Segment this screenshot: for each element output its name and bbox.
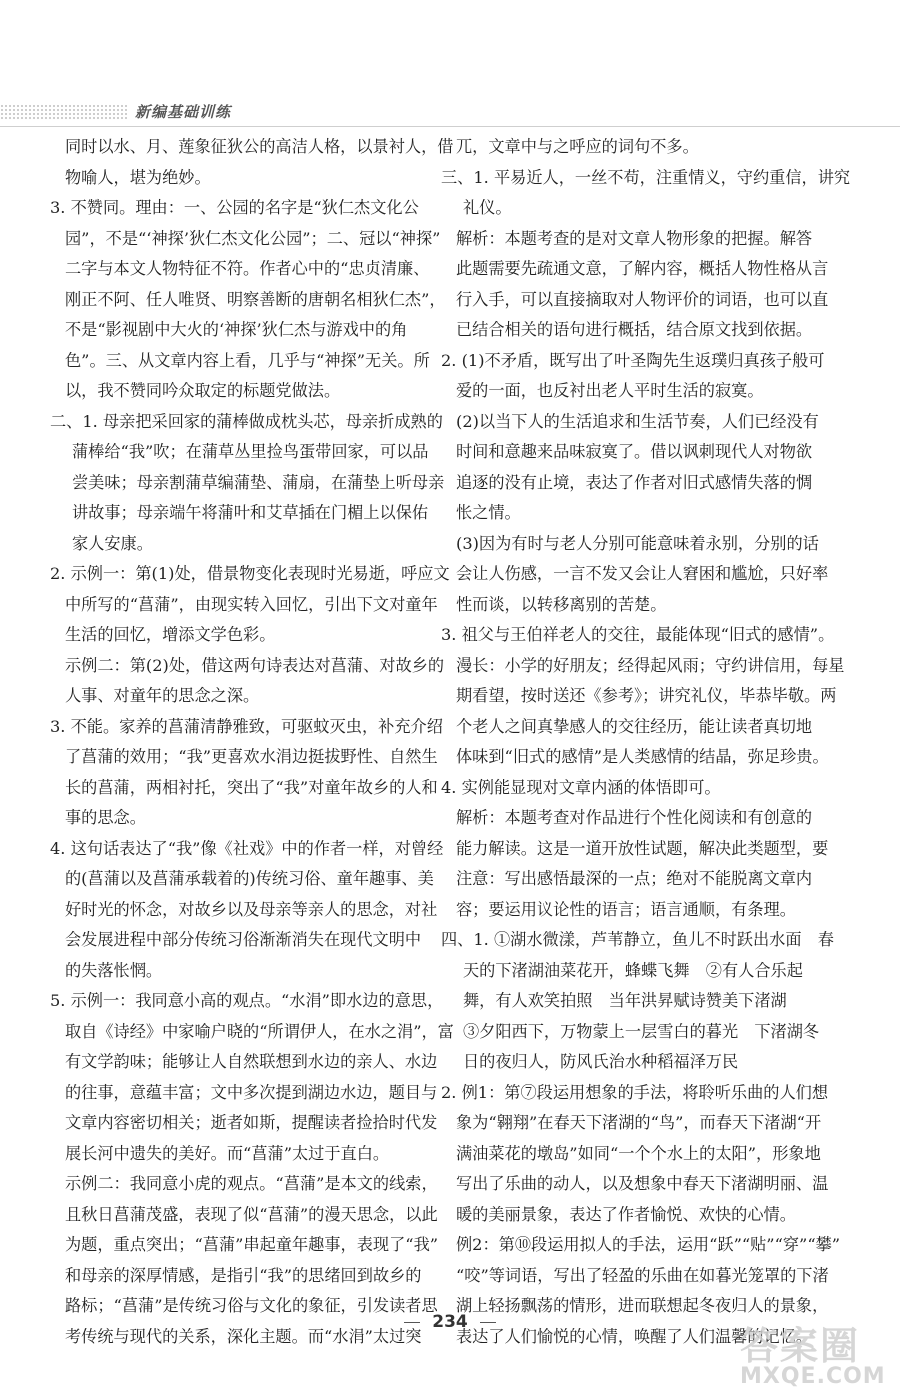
text-line: 个老人之间真挚感人的交往经历，能让读者真切地	[456, 716, 813, 736]
text-line: 文章内容密切相关；逝者如斯，提醒读者捡拾时代发	[65, 1113, 438, 1132]
text-line: 展长河中遗失的美好。而“菖蒲”太过于直白。	[65, 1143, 390, 1163]
text-line: 注意：写出感悟最深的一点；绝对不能脱离文章内	[456, 869, 813, 888]
text-line: 会发展进程中部分传统习俗渐渐消失在现代文明中	[65, 930, 422, 949]
text-line: 有文学韵味；能够让人自然联想到水边的亲人、水边	[65, 1052, 438, 1071]
text-line: 能力解读。这是一道开放性试题，解决此类题型，要	[456, 838, 829, 858]
text-line: 4. 这句话表达了“我”像《社戏》中的作者一样，对曾经	[50, 838, 444, 858]
text-line: 蒲棒给“我”吹；在蒲草丛里捡鸟蛋带回家，可以品	[72, 442, 429, 461]
text-line: 2. 示例一：第(1)处，借景物变化表现时光易逝，呼应文	[50, 564, 450, 583]
text-line: 和母亲的深厚情感，是指引“我”的思绪回到故乡的	[65, 1265, 422, 1285]
text-line: 容；要运用议论性的语言；语言通顺，有条理。	[456, 899, 796, 919]
text-line: 会让人伤感，一言不发又会让人窘困和尴尬，只好率	[456, 564, 829, 583]
text-line: 取自《诗经》中家喻户晓的“所谓伊人，在水之涓”，富	[65, 1021, 454, 1041]
text-line: 4. 实例能显现对文章内涵的体悟即可。	[441, 777, 721, 797]
text-line: 讲故事；母亲端午将蒲叶和艾草插在门楣上以保佑	[72, 503, 429, 522]
text-line: 象为“翱翔”在春天下渚湖的“鸟”，而春天下渚湖“开	[456, 1113, 822, 1132]
text-line: 已结合相关的语句进行概括，结合原文找到依据。	[456, 320, 813, 339]
text-line: 满油菜花的墩岛”如同“一个个水上的太阳”，形象地	[456, 1143, 821, 1163]
text-line: 生活的回忆，增添文学色彩。	[65, 625, 276, 644]
text-line: 示例二：我同意小虎的观点。“菖蒲”是本文的线索，	[65, 1174, 438, 1193]
text-line: 事的思念。	[65, 808, 146, 827]
page-number: 234	[432, 1312, 468, 1332]
text-line: 中所写的“菖蒲”，由现实转入回忆，引出下文对童年	[65, 594, 438, 614]
text-line: 长的菖蒲，两相衬托，突出了“我”对童年故乡的人和	[65, 777, 438, 797]
text-line: 四、1. ①湖水微漾，芦苇静立，鱼儿不时跃出水面 春	[441, 930, 834, 949]
text-line: 兀，文章中与之呼应的词句不多。	[456, 137, 699, 156]
text-line: 此题需要先疏通文意，了解内容，概括人物性格从言	[456, 259, 829, 278]
text-line: 3. 不能。家养的菖蒲清静雅致，可驱蚊灭虫，补充介绍	[50, 716, 443, 736]
header-dot-pattern	[0, 104, 128, 120]
text-line: 为题，重点突出；“菖蒲”串起童年趣事，表现了“我”	[65, 1235, 439, 1254]
text-line: 行入手，可以直接摘取对人物评价的词语，也可以直	[456, 289, 829, 309]
text-line: 且秋日菖蒲茂盛，表现了似“菖蒲”的漫天思念，以此	[65, 1204, 438, 1224]
text-line: 爱的一面，也反衬出老人平时生活的寂寞。	[456, 381, 764, 400]
text-line: ③夕阳西下，万物蒙上一层雪白的暮光 下渚湖冬	[463, 1021, 820, 1041]
text-line: 刚正不阿、任人唯贤、明察善断的唐朝名相狄仁杰”，	[65, 289, 446, 309]
text-line: 解析：本题考查的是对文章人物形象的把握。解答	[456, 228, 813, 248]
text-line: 2. 例1：第⑦段运用想象的手法，将聆听乐曲的人们想	[441, 1082, 829, 1102]
text-line: 湖上轻扬飘荡的情形，进而联想起冬夜归人的景象，	[456, 1296, 829, 1315]
text-line: 的往事，意蕴丰富；文中多次提到湖边水边，题目与	[65, 1082, 438, 1102]
footer-dash-left	[404, 1322, 420, 1323]
text-line: 写出了乐曲的动人，以及想象中春天下渚湖明丽、温	[456, 1174, 829, 1193]
text-line: 3. 祖父与王伯祥老人的交往，最能体现“旧式的感情”。	[441, 625, 835, 644]
text-line: 表达了人们愉悦的心情，唤醒了人们温馨的记忆。	[456, 1326, 813, 1346]
text-line: 3. 不赞同。理由：一、公园的名字是“狄仁杰文化公	[50, 198, 419, 217]
text-line: 路标；“菖蒲”是传统习俗与文化的象征，引发读者思	[65, 1296, 438, 1315]
text-line: 色”。三、从文章内容上看，几乎与“神探”无关。所	[65, 350, 430, 370]
footer-dash-right	[480, 1322, 496, 1323]
text-line: 追逐的没有止境，表达了作者对旧式感情失落的惆	[456, 472, 813, 492]
text-line: (3)因为有时与老人分别可能意味着永别，分别的话	[456, 533, 819, 553]
text-line: 礼仪。	[463, 198, 512, 217]
text-line: 好时光的怀念，对故乡以及母亲等亲人的思念，对社	[65, 899, 438, 919]
text-line: 尝美味；母亲割蒲草编蒲垫、蒲扇，在蒲垫上听母亲	[72, 472, 445, 492]
text-line: 舞，有人欢笑拍照 当年洪昇赋诗赞美下渚湖	[463, 991, 787, 1010]
text-line: 期看望，按时送还《参考》；讲究礼仪，毕恭毕敬。两	[456, 686, 837, 705]
text-line: 人事、对童年的思念之深。	[65, 686, 260, 705]
text-line: 性而谈，以转移离别的苦楚。	[456, 594, 667, 614]
text-line: 了菖蒲的效用；“我”更喜欢水涓边挺拔野性、自然生	[65, 747, 438, 766]
text-line: 例2：第⑩段运用拟人的手法，运用“跃”“贴”“穿”“攀”	[456, 1235, 841, 1254]
text-line: 三、1. 平易近人，一丝不苟，注重情义，守约重信，讲究	[441, 167, 851, 187]
watermark-url: MXQE.COM	[740, 1364, 886, 1389]
text-line: 暖的美丽景象，表达了作者愉悦、欢快的心情。	[456, 1204, 796, 1224]
text-line: 5. 示例一：我同意小高的观点。“水涓”即水边的意思，	[50, 991, 444, 1010]
text-line: 体味到“旧式的感情”是人类感情的结晶，弥足珍贵。	[456, 747, 829, 766]
text-line: 的失落怅惘。	[65, 960, 163, 980]
book-title: 新编基础训练	[135, 103, 232, 121]
text-line: 的(菖蒲以及菖蒲承载着的)传统习俗、童年趣事、美	[65, 869, 434, 888]
text-line: 天的下渚湖油菜花开，蜂蝶飞舞 ②有人合乐起	[463, 960, 803, 980]
text-line: “咬”等词语，写出了轻盈的乐曲在如暮光笼罩的下渚	[456, 1265, 829, 1285]
text-line: 同时以水、月、莲象征狄公的高洁人格，以景衬人，借	[65, 137, 454, 156]
text-line: 二、1. 母亲把采回家的蒲棒做成枕头芯，母亲折成熟的	[50, 411, 443, 431]
text-line: 二字与本文人物特征不符。作者心中的“忠贞清廉、	[65, 259, 430, 278]
text-line: 物喻人，堪为绝妙。	[65, 167, 211, 187]
text-line: 以，我不赞同吟众取定的标题党做法。	[65, 381, 341, 400]
text-line: (2)以当下人的生活追求和生活节奏，人们已经没有	[456, 411, 819, 431]
watermark-logo	[740, 1315, 890, 1389]
text-line: 园”，不是“‘神探’狄仁杰文化公园”；二、冠以“神探”	[65, 228, 441, 248]
watermark-text: 答案圈	[740, 1324, 861, 1368]
text-line: 时间和意趣来品味寂寞了。借以讽刺现代人对物欲	[456, 442, 813, 461]
text-line: 示例二：第(2)处，借这两句诗表达对菖蒲、对故乡的	[65, 655, 445, 675]
text-line: 日的夜归人，防风氏治水种稻福泽万民	[463, 1052, 739, 1071]
text-line: 考传统与现代的关系，深化主题。而“水涓”太过突	[65, 1326, 422, 1346]
header-rule	[0, 126, 900, 127]
text-line: 解析：本题考查对作品进行个性化阅读和有创意的	[456, 808, 813, 827]
text-line: 2. (1)不矛盾，既写出了叶圣陶先生返璞归真孩子般可	[441, 350, 825, 370]
text-line: 家人安康。	[72, 533, 153, 553]
text-line: 漫长：小学的好朋友；经得起风雨；守约讲信用，每星	[456, 655, 845, 675]
text-line: 不是“影视剧中大火的‘神探’狄仁杰与游戏中的角	[65, 320, 408, 339]
text-line: 怅之情。	[456, 503, 521, 522]
